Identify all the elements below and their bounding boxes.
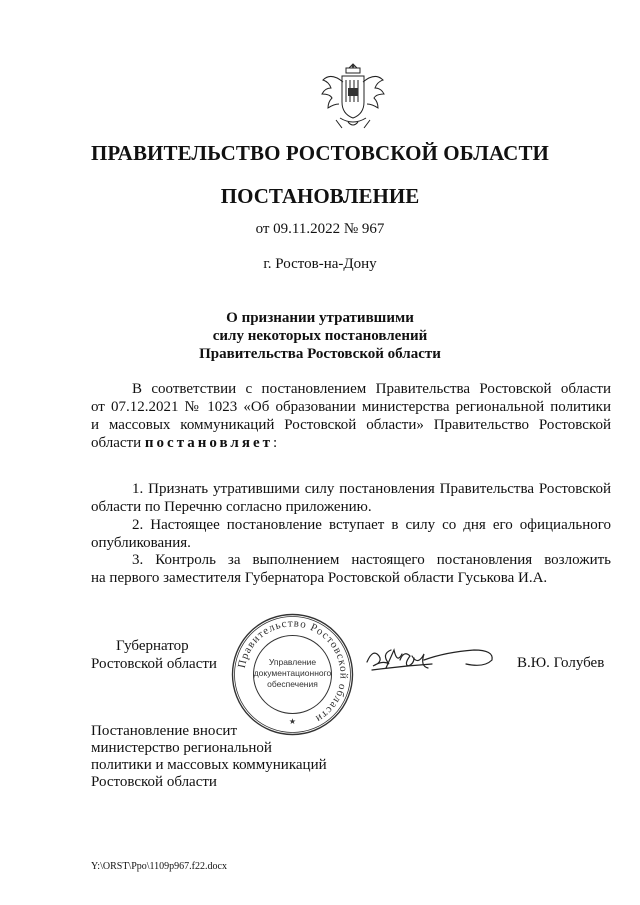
clause-line: 3. Контроль за выполнением настоящего постановления возложить	[132, 552, 611, 568]
clause-line: на первого заместителя Губернатора Ростовской области Гуськова И.А.	[91, 570, 548, 586]
introduced-by	[91, 723, 327, 791]
subject-line: Правительства Ростовской области	[199, 346, 441, 362]
date-and-number: от 09.11.2022 № 967	[255, 221, 385, 237]
file-path: Y:\ORST\Ppo\1109p967.f22.docx	[91, 861, 227, 872]
introduced-line: министерство региональной	[91, 740, 272, 756]
stamp-center-line: документационного	[253, 668, 332, 678]
preamble-paragraph	[91, 380, 611, 452]
signer-name: В.Ю. Голубев	[517, 655, 605, 671]
clause-line: опубликования.	[91, 535, 191, 551]
preamble-prefix: области	[91, 435, 145, 451]
document-subject	[0, 309, 640, 363]
clause-line: 1. Признать утратившими силу постановления Правительства Ростовской	[132, 481, 611, 497]
introduced-line: Постановление вносит	[91, 723, 238, 739]
resolves-word: постановляет	[144, 435, 273, 451]
clause-2	[91, 516, 611, 552]
handwritten-signature-icon	[364, 640, 496, 676]
preamble-line: и массовых коммуникаций Ростовской области» Правительство Ростовской	[91, 417, 611, 433]
city-line: г. Ростов-на-Дону	[263, 256, 377, 272]
introduced-line: политики и массовых коммуникаций	[91, 757, 327, 773]
preamble-suffix: :	[273, 435, 278, 451]
clause-1	[91, 480, 611, 516]
preamble-line: В соответствии с постановлением Правительства Ростовской области	[132, 381, 611, 397]
svg-text:★: ★	[288, 717, 297, 726]
clause-line: области по Перечню согласно приложению.	[91, 499, 372, 515]
position-line: Ростовской области	[91, 656, 217, 672]
rostov-oblast-coat-of-arms-icon	[318, 58, 388, 134]
subject-line: силу некоторых постановлений	[212, 328, 428, 344]
preamble-line: от 07.12.2021 № 1023 «Об образовании министерства региональной политики	[91, 399, 611, 415]
official-stamp-icon	[230, 612, 355, 737]
stamp-center-line: обеспечения	[267, 679, 318, 689]
document-type: ПОСТАНОВЛЕНИЕ	[220, 184, 420, 208]
preamble-line-last	[91, 434, 611, 452]
signatory-position	[91, 637, 217, 673]
stamp-center-line: Управление	[268, 657, 317, 667]
organization-title: ПРАВИТЕЛЬСТВО РОСТОВСКОЙ ОБЛАСТИ	[91, 141, 549, 165]
introduced-line: Ростовской области	[91, 774, 217, 790]
subject-line: О признании утратившими	[226, 310, 414, 326]
stamp-ring-text: Правительство Ростовской области	[235, 617, 350, 726]
clause-line: 2. Настоящее постановление вступает в силу со дня его официального	[132, 517, 611, 533]
position-line: Губернатор	[116, 638, 189, 654]
clause-3	[91, 551, 611, 587]
